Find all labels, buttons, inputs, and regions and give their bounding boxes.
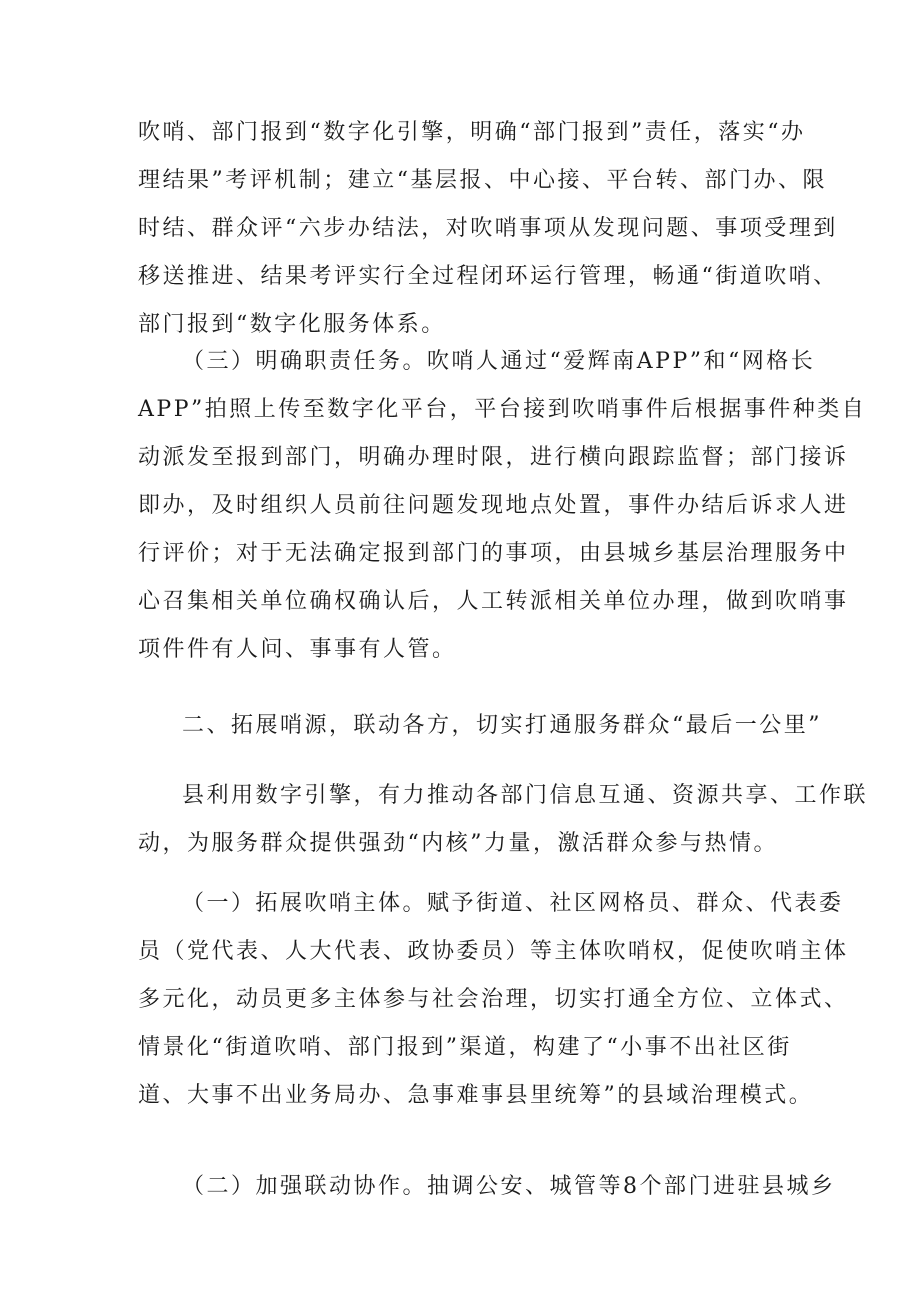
text-line: （三）明确职责任务。吹哨人通过“爱辉南APP”和“网格长 [182,349,816,374]
text-line: 心召集相关单位确权确认后，人工转派相关单位办理，做到吹哨事 [138,589,849,614]
text-line: 道、大事不出业务局办、急事难事县里统筹”的县域治理模式。 [138,1083,814,1108]
section-heading: 二、拓展哨源，联动各方，切实打通服务群众“最后一公里” [182,713,822,738]
text-line: 移送推进、结果考评实行全过程闭环运行管理，畅通“街道吹哨、 [138,264,838,289]
text-line: 动派发至报到部门，明确办理时限，进行横向跟踪监督；部门接诉 [138,445,849,470]
text-line: 吹哨、部门报到“数字化引擎，明确“部门报到”责任，落实“办 [138,120,806,145]
paragraph-clarify-duties [138,338,867,674]
text-line: 理结果”考评机制；建立“基层报、中心接、平台转、部门办、限 [138,168,827,193]
text-line: 多元化，动员更多主体参与社会治理，切实打通全方位、立体式、 [138,987,849,1012]
text-line: （二）加强联动协作。抽调公安、城管等8个部门进驻县城乡 [182,1174,836,1199]
paragraph-strengthen-coordination [138,1163,836,1211]
paragraph-section-intro [138,772,869,868]
paragraph-digital-engine [138,109,838,349]
paragraph-expand-whistle-subjects [138,880,849,1120]
text-line: 即办，及时组织人员前往问题发现地点处置，事件办结后诉求人进 [138,493,849,518]
text-line: 部门报到“数字化服务体系。 [138,312,446,337]
text-line: 员（党代表、人大代表、政协委员）等主体吹哨权，促使吹哨主体 [138,939,849,964]
text-line: 县利用数字引擎，有力推动各部门信息互通、资源共享、工作联 [182,783,869,808]
text-line: 情景化“街道吹哨、部门报到”渠道，构建了“小事不出社区街 [138,1035,792,1060]
text-line: 时结、群众评“六步办结法，对吹哨事项从发现问题、事项受理到 [138,216,838,241]
section-heading-two [138,702,822,750]
text-line: 行评价；对于无法确定报到部门的事项，由县城乡基层治理服务中 [138,541,849,566]
text-line: 项件件有人问、事事有人管。 [138,637,457,662]
text-line: 动，为服务群众提供强劲“内核”力量，激活群众参与热情。 [138,831,778,856]
text-line: APP”拍照上传至数字化平台，平台接到吹哨事件后根据事件种类自 [138,397,867,422]
text-line: （一）拓展吹哨主体。赋予街道、社区网格员、群众、代表委 [182,891,844,916]
